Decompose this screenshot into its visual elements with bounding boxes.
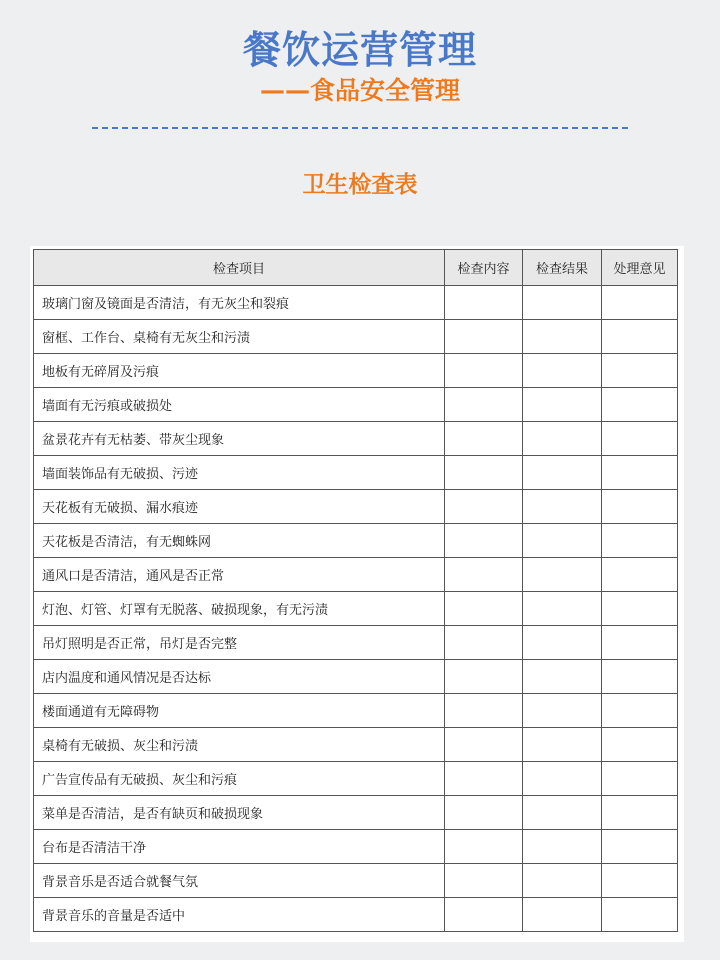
result-cell[interactable] bbox=[523, 796, 602, 830]
column-header-opinion: 处理意见 bbox=[602, 250, 678, 286]
table-row bbox=[34, 694, 678, 728]
opinion-cell[interactable] bbox=[602, 728, 678, 762]
opinion-cell[interactable] bbox=[602, 558, 678, 592]
column-header-result: 检查结果 bbox=[523, 250, 602, 286]
opinion-cell[interactable] bbox=[602, 830, 678, 864]
content-cell[interactable] bbox=[445, 524, 523, 558]
check-item-cell: 天花板是否清洁，有无蜘蛛网 bbox=[34, 524, 445, 558]
check-item-cell: 广告宣传品有无破损、灰尘和污痕 bbox=[34, 762, 445, 796]
result-cell[interactable] bbox=[523, 354, 602, 388]
opinion-cell[interactable] bbox=[602, 456, 678, 490]
opinion-cell[interactable] bbox=[602, 898, 678, 932]
opinion-cell[interactable] bbox=[602, 490, 678, 524]
table-row bbox=[34, 354, 678, 388]
check-item-cell: 台布是否清洁干净 bbox=[34, 830, 445, 864]
table-row bbox=[34, 626, 678, 660]
table-row bbox=[34, 558, 678, 592]
sheet-title: 卫生检查表 bbox=[302, 172, 418, 198]
opinion-cell[interactable] bbox=[602, 796, 678, 830]
table-row bbox=[34, 830, 678, 864]
result-cell[interactable] bbox=[523, 830, 602, 864]
opinion-cell[interactable] bbox=[602, 864, 678, 898]
check-item-cell: 玻璃门窗及镜面是否清洁，有无灰尘和裂痕 bbox=[34, 286, 445, 320]
content-cell[interactable] bbox=[445, 558, 523, 592]
result-cell[interactable] bbox=[523, 558, 602, 592]
result-cell[interactable] bbox=[523, 694, 602, 728]
content-cell[interactable] bbox=[445, 456, 523, 490]
page-subtitle: ——食品安全管理 bbox=[259, 76, 460, 105]
result-cell[interactable] bbox=[523, 320, 602, 354]
opinion-cell[interactable] bbox=[602, 762, 678, 796]
result-cell[interactable] bbox=[523, 490, 602, 524]
content-cell[interactable] bbox=[445, 796, 523, 830]
content-cell[interactable] bbox=[445, 830, 523, 864]
table-row bbox=[34, 592, 678, 626]
page-title: 餐饮运营管理 bbox=[242, 28, 477, 72]
table-row bbox=[34, 524, 678, 558]
opinion-cell[interactable] bbox=[602, 320, 678, 354]
table-row bbox=[34, 728, 678, 762]
check-item-cell: 桌椅有无破损、灰尘和污渍 bbox=[34, 728, 445, 762]
opinion-cell[interactable] bbox=[602, 422, 678, 456]
result-cell[interactable] bbox=[523, 286, 602, 320]
check-item-cell: 墙面有无污痕或破损处 bbox=[34, 388, 445, 422]
content-cell[interactable] bbox=[445, 728, 523, 762]
opinion-cell[interactable] bbox=[602, 388, 678, 422]
result-cell[interactable] bbox=[523, 456, 602, 490]
check-item-cell: 盆景花卉有无枯萎、带灰尘现象 bbox=[34, 422, 445, 456]
result-cell[interactable] bbox=[523, 422, 602, 456]
result-cell[interactable] bbox=[523, 762, 602, 796]
table-row bbox=[34, 490, 678, 524]
content-cell[interactable] bbox=[445, 388, 523, 422]
result-cell[interactable] bbox=[523, 524, 602, 558]
check-item-cell: 店内温度和通风情况是否达标 bbox=[34, 660, 445, 694]
table-row bbox=[34, 762, 678, 796]
dashed-divider bbox=[92, 127, 628, 129]
table-row bbox=[34, 388, 678, 422]
table-header-row bbox=[34, 250, 678, 286]
table-row bbox=[34, 898, 678, 932]
opinion-cell[interactable] bbox=[602, 354, 678, 388]
hygiene-checklist-table bbox=[33, 249, 678, 932]
check-item-cell: 灯泡、灯管、灯罩有无脱落、破损现象，有无污渍 bbox=[34, 592, 445, 626]
opinion-cell[interactable] bbox=[602, 694, 678, 728]
check-item-cell: 墙面装饰品有无破损、污迹 bbox=[34, 456, 445, 490]
content-cell[interactable] bbox=[445, 660, 523, 694]
check-item-cell: 楼面通道有无障碍物 bbox=[34, 694, 445, 728]
content-cell[interactable] bbox=[445, 694, 523, 728]
content-cell[interactable] bbox=[445, 864, 523, 898]
table-row bbox=[34, 286, 678, 320]
table-row bbox=[34, 456, 678, 490]
content-cell[interactable] bbox=[445, 320, 523, 354]
check-item-cell: 背景音乐是否适合就餐气氛 bbox=[34, 864, 445, 898]
table-row bbox=[34, 796, 678, 830]
content-cell[interactable] bbox=[445, 592, 523, 626]
result-cell[interactable] bbox=[523, 660, 602, 694]
result-cell[interactable] bbox=[523, 592, 602, 626]
content-cell[interactable] bbox=[445, 354, 523, 388]
result-cell[interactable] bbox=[523, 728, 602, 762]
content-cell[interactable] bbox=[445, 286, 523, 320]
column-header-content: 检查内容 bbox=[445, 250, 523, 286]
check-item-cell: 地板有无碎屑及污痕 bbox=[34, 354, 445, 388]
opinion-cell[interactable] bbox=[602, 592, 678, 626]
table-row bbox=[34, 320, 678, 354]
content-cell[interactable] bbox=[445, 626, 523, 660]
table-row bbox=[34, 864, 678, 898]
result-cell[interactable] bbox=[523, 626, 602, 660]
opinion-cell[interactable] bbox=[602, 660, 678, 694]
result-cell[interactable] bbox=[523, 898, 602, 932]
check-item-cell: 窗框、工作台、桌椅有无灰尘和污渍 bbox=[34, 320, 445, 354]
content-cell[interactable] bbox=[445, 490, 523, 524]
opinion-cell[interactable] bbox=[602, 626, 678, 660]
table-row bbox=[34, 422, 678, 456]
check-item-cell: 天花板有无破损、漏水痕迹 bbox=[34, 490, 445, 524]
check-item-cell: 背景音乐的音量是否适中 bbox=[34, 898, 445, 932]
table-row bbox=[34, 660, 678, 694]
check-item-cell: 吊灯照明是否正常，吊灯是否完整 bbox=[34, 626, 445, 660]
check-item-cell: 通风口是否清洁，通风是否正常 bbox=[34, 558, 445, 592]
check-item-cell: 菜单是否清洁，是否有缺页和破损现象 bbox=[34, 796, 445, 830]
content-cell[interactable] bbox=[445, 762, 523, 796]
content-cell[interactable] bbox=[445, 898, 523, 932]
content-cell[interactable] bbox=[445, 422, 523, 456]
column-header-item: 检查项目 bbox=[34, 250, 445, 286]
result-cell[interactable] bbox=[523, 864, 602, 898]
opinion-cell[interactable] bbox=[602, 524, 678, 558]
opinion-cell[interactable] bbox=[602, 286, 678, 320]
result-cell[interactable] bbox=[523, 388, 602, 422]
